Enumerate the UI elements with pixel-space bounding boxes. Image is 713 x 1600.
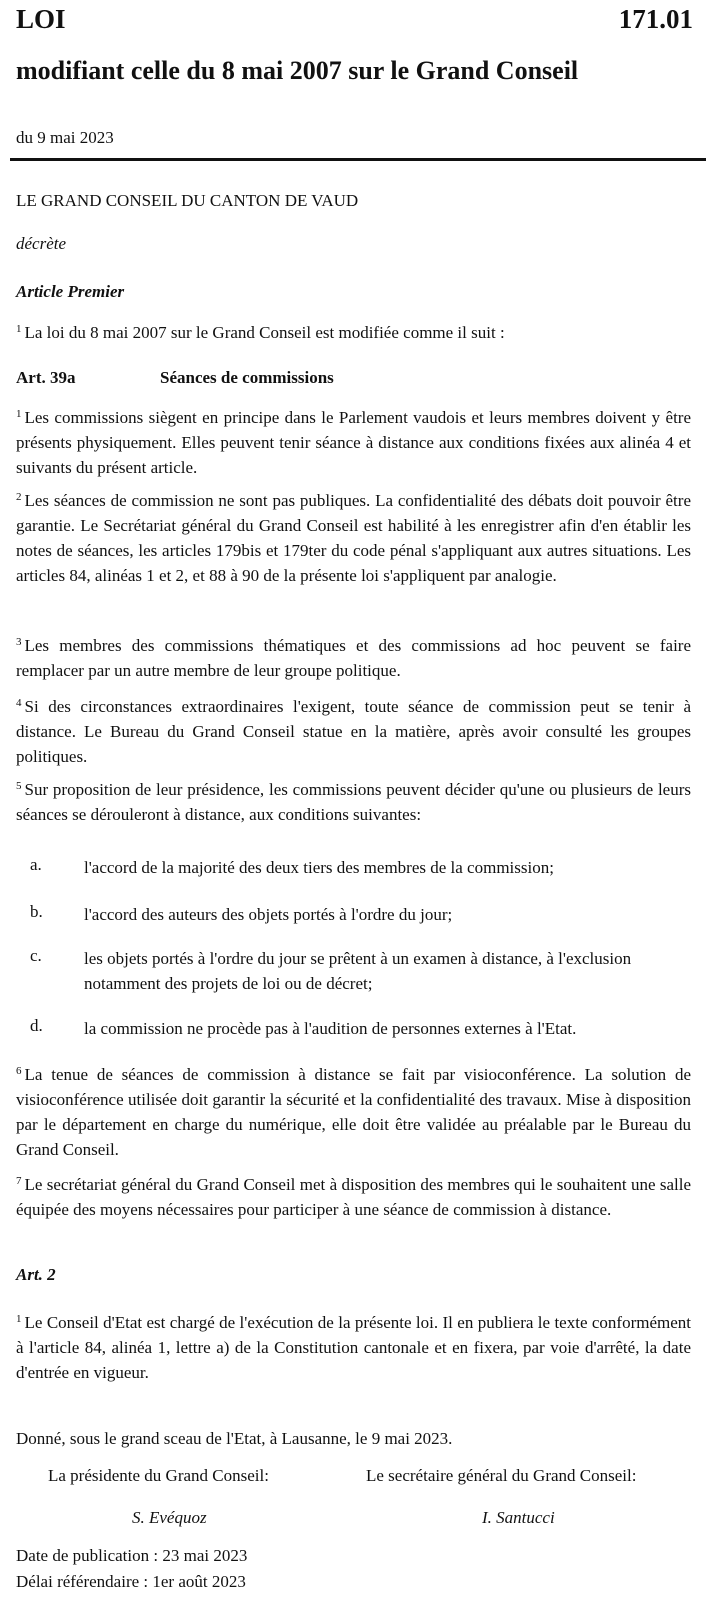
paragraph-number: 1 bbox=[16, 408, 22, 420]
signatory-left-role: La présidente du Grand Conseil: bbox=[48, 1466, 269, 1485]
art39a-paragraph bbox=[16, 1172, 691, 1222]
condition-letter: c. bbox=[30, 946, 42, 965]
article-premier-paragraph bbox=[16, 320, 691, 345]
paragraph-number: 1 bbox=[16, 323, 22, 335]
paragraph-number: 5 bbox=[16, 780, 22, 792]
law-title: modifiant celle du 8 mai 2007 sur le Grand Conseil bbox=[16, 56, 579, 85]
decree: décrète bbox=[16, 234, 67, 253]
condition-letter: b. bbox=[30, 902, 43, 921]
signatory-left-name: S. Evéquoz bbox=[132, 1508, 207, 1527]
paragraph-text: Les commissions siègent en principe dans le Parlement vaudois et leurs membres doivent y être présents physiquement. Elles peuvent tenir séance à distance aux conditions fixées aux alinéa 4 et suivants du présent article. bbox=[16, 408, 691, 477]
condition-letter: d. bbox=[30, 1016, 43, 1035]
article-premier-heading: Article Premier bbox=[16, 282, 125, 301]
paragraph-text: Les séances de commission ne sont pas publiques. La confidentialité des débats doit pouvoir être garantie. Le Secrétariat général du Grand Conseil est habilité à les enregistrer afin d'en établir les notes de séances, les articles 179bis et 179ter du code pénal s'appliquant aux autres situations. Les articles 84, alinéas 1 et 2, et 88 à 90 de la présente loi s'appliquent par analogie. bbox=[16, 491, 691, 585]
given-statement: Donné, sous le grand sceau de l'Etat, à Lausanne, le 9 mai 2023. bbox=[16, 1429, 453, 1448]
paragraph-number: 1 bbox=[16, 1313, 22, 1325]
paragraph-text: La tenue de séances de commission à distance se fait par visioconférence. La solution de visioconférence utilisée doit garantir la sécurité et la confidentialité des travaux. Mise à disposition par le département en charge du numérique, elle doit être validée au préalable par le Bureau du Grand Conseil. bbox=[16, 1065, 691, 1159]
art39a-paragraph bbox=[16, 633, 691, 683]
condition-text: l'accord de la majorité des deux tiers des membres de la commission; bbox=[84, 858, 554, 877]
law-number: 171.01 bbox=[618, 4, 693, 34]
paragraph-number: 7 bbox=[16, 1175, 22, 1187]
publication-date: Date de publication : 23 mai 2023 bbox=[16, 1546, 248, 1565]
condition-text: la commission ne procède pas à l'audition de personnes externes à l'Etat. bbox=[84, 1019, 577, 1038]
law-type: LOI bbox=[16, 4, 66, 34]
condition-text: l'accord des auteurs des objets portés à l'ordre du jour; bbox=[84, 905, 453, 924]
paragraph-text: Les membres des commissions thématiques et des commissions ad hoc peuvent se faire remplacer par un autre membre de leur groupe politique. bbox=[16, 636, 691, 680]
art39a-paragraph bbox=[16, 405, 691, 480]
art39a-paragraph bbox=[16, 488, 691, 588]
authority: LE GRAND CONSEIL DU CANTON DE VAUD bbox=[16, 191, 359, 210]
paragraph-text: La loi du 8 mai 2007 sur le Grand Conseil est modifiée comme il suit : bbox=[24, 323, 505, 342]
art39a-paragraph bbox=[16, 777, 691, 827]
paragraph-number: 3 bbox=[16, 636, 22, 648]
paragraph-text: Le secrétariat général du Grand Conseil met à disposition des membres qui le souhaitent une salle équipée des moyens nécessaires pour participer à une séance de commission à distance. bbox=[16, 1175, 691, 1219]
art2-paragraph bbox=[16, 1310, 691, 1385]
signatory-right-role: Le secrétaire général du Grand Conseil: bbox=[366, 1466, 637, 1485]
condition-letter: a. bbox=[30, 855, 42, 874]
art39a-paragraph bbox=[16, 694, 691, 769]
art39a-title: Séances de commissions bbox=[160, 368, 334, 387]
paragraph-number: 2 bbox=[16, 491, 22, 503]
condition-text: les objets portés à l'ordre du jour se prêtent à un examen à distance, à l'exclusion notamment des projets de loi ou de décret; bbox=[84, 949, 632, 993]
law-date: du 9 mai 2023 bbox=[16, 128, 114, 147]
paragraph-number: 6 bbox=[16, 1065, 22, 1077]
art2-heading: Art. 2 bbox=[16, 1265, 56, 1284]
header-rule bbox=[10, 158, 706, 161]
signatory-right-name: I. Santucci bbox=[482, 1508, 555, 1527]
paragraph-number: 4 bbox=[16, 697, 22, 709]
art39a-number: Art. 39a bbox=[16, 368, 76, 387]
referendum-deadline: Délai référendaire : 1er août 2023 bbox=[16, 1572, 246, 1591]
art39a-paragraph bbox=[16, 1062, 691, 1162]
paragraph-text: Si des circonstances extraordinaires l'exigent, toute séance de commission peut se tenir à distance. Le Bureau du Grand Conseil statue en la matière, après avoir consulté les groupes politiques. bbox=[16, 697, 691, 766]
paragraph-text: Le Conseil d'Etat est chargé de l'exécution de la présente loi. Il en publiera le texte conformément à l'article 84, alinéa 1, lettre a) de la Constitution cantonale et en fixera, par voie d'arrêté, la date d'entrée en vigueur. bbox=[16, 1313, 691, 1382]
paragraph-text: Sur proposition de leur présidence, les commissions peuvent décider qu'une ou plusieurs de leurs séances se dérouleront à distance, aux conditions suivantes: bbox=[16, 780, 691, 824]
